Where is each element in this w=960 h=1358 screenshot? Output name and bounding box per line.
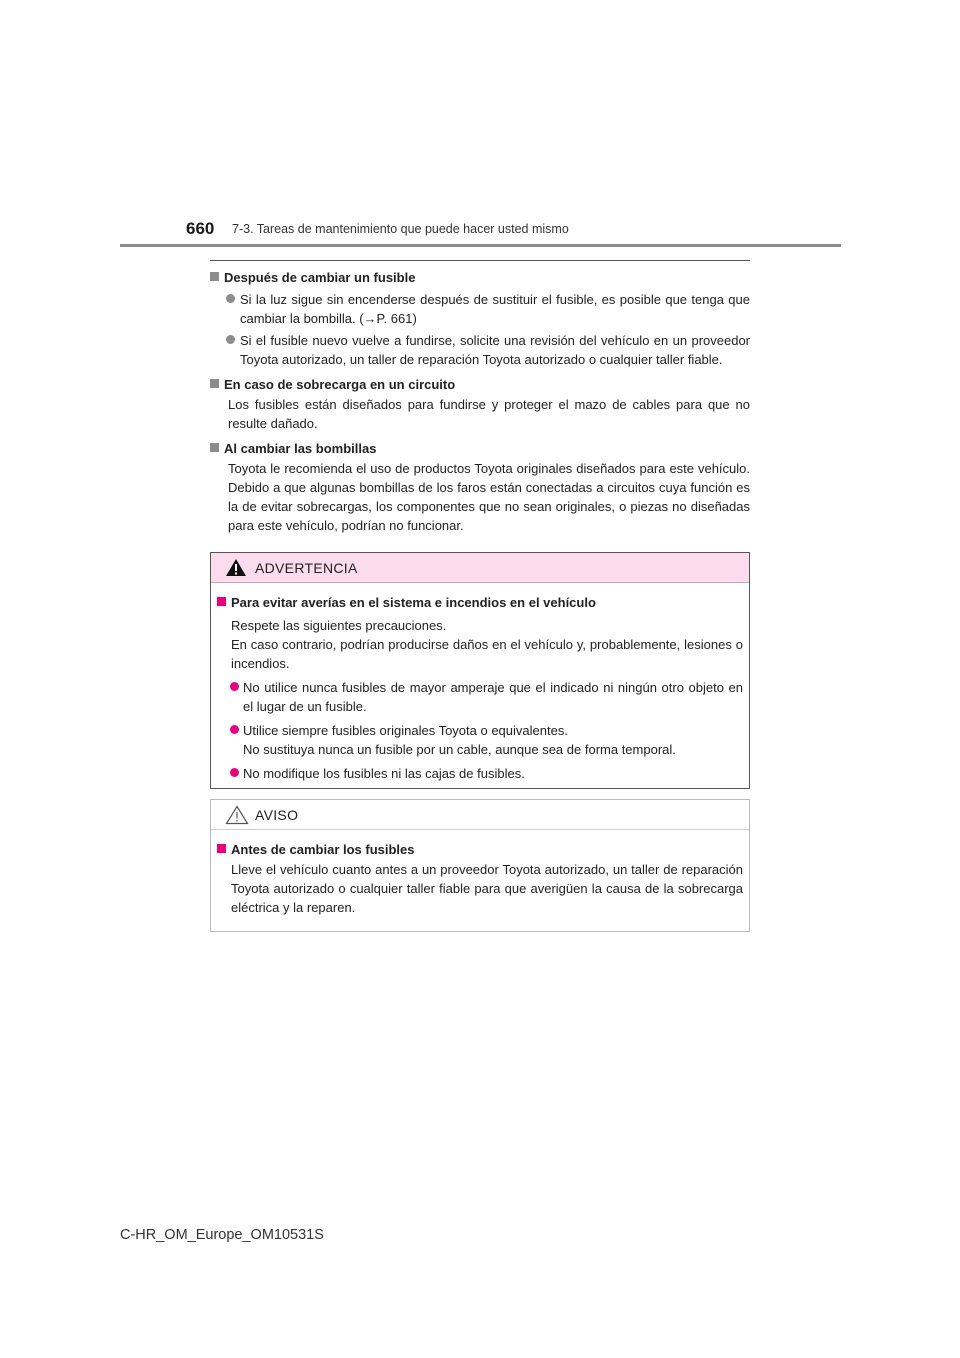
warning-box: [210, 552, 750, 789]
document-code: C-HR_OM_Europe_OM10531S: [120, 1227, 324, 1243]
round-bullet-icon: [230, 768, 239, 777]
round-bullet-icon: [226, 335, 235, 344]
notice-box: [210, 799, 750, 932]
section-heading: Después de cambiar un fusible: [210, 268, 750, 287]
square-bullet-icon: [217, 844, 226, 853]
warning-label: ADVERTENCIA: [255, 560, 358, 576]
content-rule: [210, 260, 750, 261]
section-title: 7-3. Tareas de mantenimiento que puede hacer usted mismo: [232, 222, 569, 236]
square-bullet-icon: [217, 597, 226, 606]
notice-label: AVISO: [255, 807, 299, 823]
list-item: Si la luz sigue sin encenderse después de sustituir el fusible, es posible que tenga que cambiar la bombilla. (→P. 661): [210, 290, 750, 328]
round-bullet-icon: [226, 294, 235, 303]
list-item: Si el fusible nuevo vuelve a fundirse, solicite una revisión del vehículo en un proveedor Toyota autorizado, un taller de reparación Toyota autorizado o cualquier taller fiable.: [210, 331, 750, 369]
square-bullet-icon: [210, 379, 219, 388]
notice-header: [211, 800, 749, 830]
list-item: No modifique los fusibles ni las cajas de fusibles.: [217, 764, 743, 783]
round-bullet-icon: [230, 682, 239, 691]
warning-body: [217, 593, 743, 783]
square-bullet-icon: [210, 272, 219, 281]
paragraph: Respete las siguientes precauciones. En caso contrario, podrían producirse daños en el vehículo y, probablemente, lesiones o incendios.: [231, 618, 743, 671]
warning-triangle-icon: [225, 558, 247, 577]
notice-heading: Antes de cambiar los fusibles: [217, 840, 743, 859]
round-bullet-icon: [230, 725, 239, 734]
header-rule: [120, 244, 841, 247]
paragraph: Los fusibles están diseñados para fundirse y proteger el mazo de cables para que no resulte dañado.: [228, 397, 750, 431]
caution-triangle-icon: [225, 805, 249, 825]
list-item: Utilice siempre fusibles originales Toyota o equivalentes. No sustituya nunca un fusible por un cable, aunque sea de forma temporal.: [217, 721, 743, 759]
page-number: 660: [186, 219, 215, 238]
section-heading: En caso de sobrecarga en un circuito: [210, 375, 750, 394]
warning-heading: Para evitar averías en el sistema e incendios en el vehículo: [217, 593, 743, 612]
section-heading: Al cambiar las bombillas: [210, 439, 750, 458]
warning-header: [211, 553, 749, 583]
main-content: [210, 268, 750, 535]
list-item: No utilice nunca fusibles de mayor amperaje que el indicado ni ningún otro objeto en el lugar de un fusible.: [217, 678, 743, 716]
square-bullet-icon: [210, 443, 219, 452]
paragraph: Toyota le recomienda el uso de productos Toyota originales diseñados para este vehículo. Debido a que algunas bombillas de los faros están conectadas a circuitos cuya función es la de evitar sobrecargas, los componentes que no sean originales, o piezas no diseñadas para este vehículo, podrían no funcionar.: [228, 461, 750, 533]
paragraph: Lleve el vehículo cuanto antes a un proveedor Toyota autorizado, un taller de reparación Toyota autorizado o cualquier taller fiable para que averigüen la causa de la sobrecarga eléctrica y la reparen.: [231, 862, 743, 915]
notice-body: [217, 840, 743, 917]
